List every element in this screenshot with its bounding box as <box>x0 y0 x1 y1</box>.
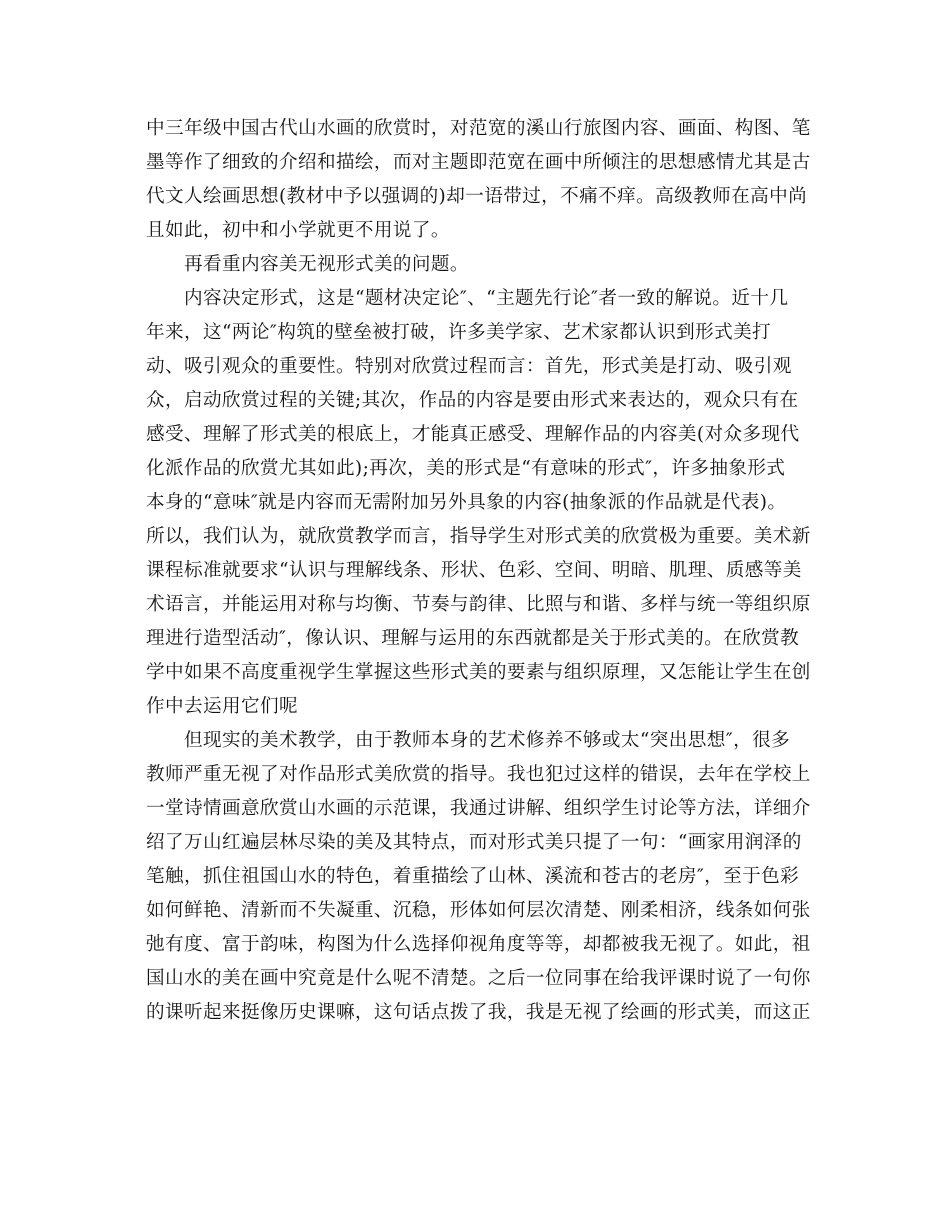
text-line: 且如此，初中和小学就更不用说了。 <box>146 220 450 241</box>
text-line: 年来，这“两论″构筑的壁垒被打破，许多美学家、艺术家都认识到形式美打 <box>146 322 772 343</box>
text-line: 学中如果不高度重视学生掌握这些形式美的要素与组织原理，又怎能让学生在创 <box>146 662 811 683</box>
text-line: 作中去运用它们呢 <box>146 696 298 717</box>
paragraph-3 <box>146 282 811 724</box>
text-line: 一堂诗情画意欣赏山水画的示范课，我通过讲解、组织学生讨论等方法，详细介 <box>146 798 811 819</box>
text-line: 众，启动欣赏过程的关键;其次，作品的内容是要由形式来表达的，观众只有在 <box>146 390 799 411</box>
text-line: 笔触，抓住祖国山水的特色，着重描绘了山林、溪流和苍古的老房″，至于色彩 <box>146 866 800 887</box>
text-line: 所以，我们认为，就欣赏教学而言，指导学生对形式美的欣赏极为重要。美术新 <box>146 526 811 547</box>
text-line: 本身的“意味″就是内容而无需附加另外具象的内容(抽象派的作品就是代表)。 <box>146 492 787 513</box>
text-line: 国山水的美在画中究竟是什么呢不清楚。之后一位同事在给我评课时说了一句你 <box>146 968 811 989</box>
text-line: 如何鲜艳、清新而不失凝重、沉稳，形体如何层次清楚、刚柔相济，线条如何张 <box>146 900 811 921</box>
text-line: 再看重内容美无视形式美的问题。 <box>184 254 469 275</box>
text-line: 代文人绘画思想(教材中予以强调的)却一语带过，不痛不痒。高级教师在高中尚 <box>146 186 808 207</box>
text-line: 感受、理解了形式美的根底上，才能真正感受、理解作品的内容美(对众多现代 <box>146 424 800 445</box>
text-line: 弛有度、富于韵味，构图为什么选择仰视角度等等，却都被我无视了。如此，祖 <box>146 934 811 955</box>
paragraph-1 <box>146 112 811 248</box>
text-line: 理进行造型活动″，像认识、理解与运用的东西就都是关于形式美的。在欣赏教 <box>146 628 800 649</box>
text-line: 中三年级中国古代山水画的欣赏时，对范宽的溪山行旅图内容、画面、构图、笔 <box>146 118 811 139</box>
text-line: 的课听起来挺像历史课嘛，这句话点拨了我，我是无视了绘画的形式美，而这正 <box>146 1002 811 1023</box>
text-line: 课程标准就要求“认识与理解线条、形状、色彩、空间、明暗、肌理、质感等美 <box>146 560 802 581</box>
body-text <box>146 112 811 1030</box>
text-line: 但现实的美术教学，由于教师本身的艺术修养不够或太“突出思想″，很多 <box>184 730 791 751</box>
text-line: 术语言，并能运用对称与均衡、节奏与韵律、比照与和谐、多样与统一等组织原 <box>146 594 811 615</box>
text-line: 绍了万山红遍层林尽染的美及其特点，而对形式美只提了一句：“画家用润泽的 <box>146 832 802 853</box>
paragraph-2 <box>146 248 806 282</box>
text-line: 化派作品的欣赏尤其如此);再次，美的形式是“有意味的形式″，许多抽象形式 <box>146 458 786 479</box>
paragraph-4 <box>146 724 811 1030</box>
text-line: 内容决定形式，这是“题材决定论″、“主题先行论″者一致的解说。近十几 <box>184 288 789 309</box>
text-line: 动、吸引观众的重要性。特别对欣赏过程而言：首先，形式美是打动、吸引观 <box>146 356 792 377</box>
text-line: 教师严重无视了对作品形式美欣赏的指导。我也犯过这样的错误，去年在学校上 <box>146 764 811 785</box>
text-line: 墨等作了细致的介绍和描绘，而对主题即范宽在画中所倾注的思想感情尤其是古 <box>146 152 811 173</box>
